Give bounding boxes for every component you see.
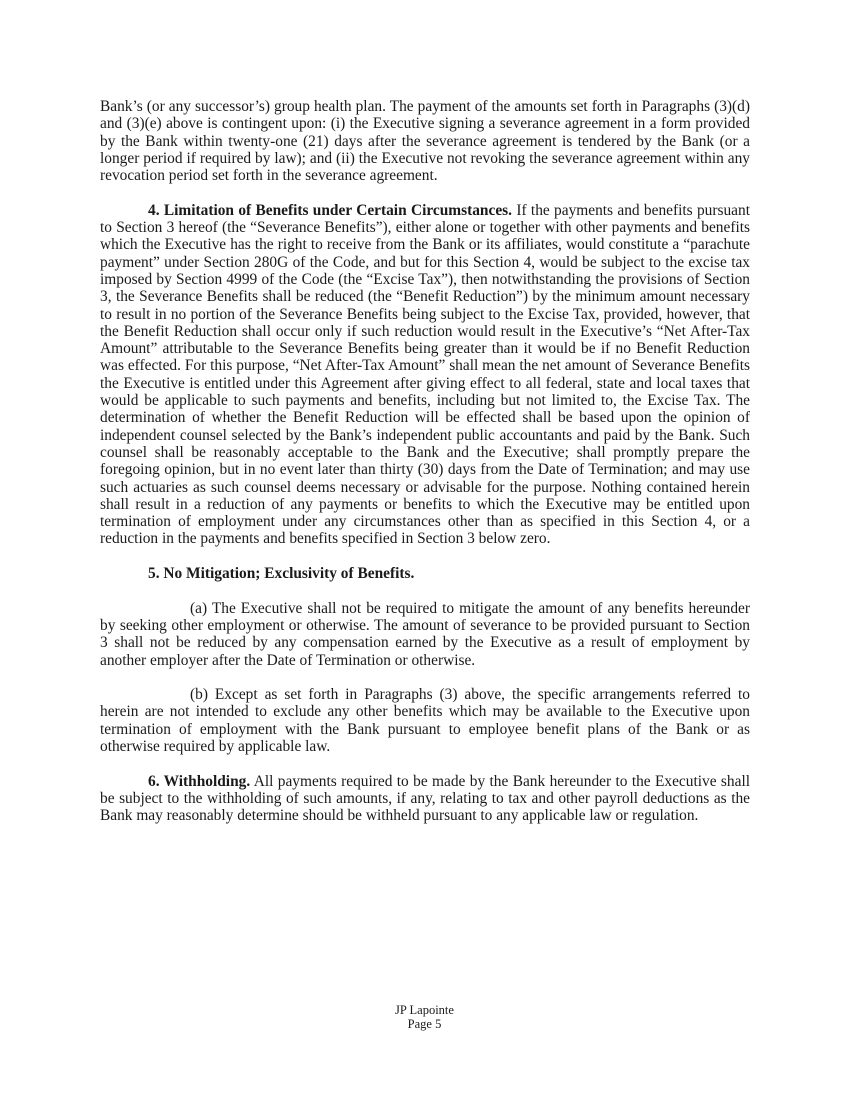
section-6-paragraph [100, 773, 750, 825]
section-5-paragraph [100, 565, 750, 582]
section-4-body: If the payments and benefits pursuant to Section 3 hereof (the “Severance Benefits”), either alone or together with other payments and benefits which the Executive has the right to receive from the Bank or its affiliates, would constitute a “parachute payment” under Section 280G of the Code, and but for this Section 4, would be subject to the excise tax imposed by Section 4999 of the Code (the “Excise Tax”), then notwithstanding the provisions of Section 3, the Severance Benefits shall be reduced (the “Benefit Reduction”) by the minimum amount necessary to result in no portion of the Severance Benefits being subject to the Excise Tax, provided, however, that the Benefit Reduction shall occur only if such reduction would result in the Executive’s “Net After-Tax Amount” attributable to the Severance Benefits being greater than it would be if no Benefit Reduction was effected. For this purpose, “Net After-Tax Amount” shall mean the net amount of Severance Benefits the Executive is entitled under this Agreement after giving effect to all federal, state and local taxes that would be applicable to such payments and benefits, including but not limited to, the Excise Tax. The determination of whether the Benefit Reduction will be effected shall be based upon the opinion of independent counsel selected by the Bank’s independent public accountants and paid by the Bank. Such counsel shall be reasonably acceptable to the Bank and the Executive; shall promptly prepare the foregoing opinion, but in no event later than thirty (30) days from the Date of Termination; and may use such actuaries as such counsel deems necessary or advisable for the purpose. Nothing contained herein shall result in a reduction of any payments or benefits to which the Executive may be entitled upon termination of employment under any circumstances other than as specified in this Section 4, or a reduction in the payments and benefits specified in Section 3 below zero. [100, 201, 750, 548]
section-4-heading: 4. Limitation of Benefits under Certain Circumstances. [148, 201, 512, 219]
section-5b-paragraph: (b) Except as set forth in Paragraphs (3) above, the specific arrangements referred to herein are not intended to exclude any other benefits which may be available to the Executive upon termination of employment with the Bank pursuant to employee benefit plans of the Bank or as otherwise required by applicable law. [100, 686, 750, 755]
section-6-body: All payments required to be made by the Bank hereunder to the Executive shall be subject to the withholding of such amounts, if any, relating to tax and other payroll deductions as the Bank may reasonably determine should be withheld pursuant to any applicable law or regulation. [100, 772, 750, 825]
document-body [100, 98, 750, 824]
section-6-heading: 6. Withholding. [148, 772, 251, 790]
page-number: Page 5 [407, 1017, 442, 1031]
page-footer [0, 1003, 849, 1031]
section-5a-paragraph: (a) The Executive shall not be required to mitigate the amount of any benefits hereunder by seeking other employment or otherwise. The amount of severance to be provided pursuant to Section 3 shall not be reduced by any compensation earned by the Executive as a result of employment by another employer after the Date of Termination or otherwise. [100, 599, 750, 669]
paragraph-continuation: Bank’s (or any successor’s) group health plan. The payment of the amounts set forth in Paragraphs (3)(d) and (3)(e) above is contingent upon: (i) the Executive signing a severance agreement in a form provided by the Bank within twenty-one (21) days after the severance agreement is tendered by the Bank (or a longer period if required by law); and (ii) the Executive not revoking the severance agreement within any revocation period set forth in the severance agreement. [100, 98, 750, 185]
footer-name: JP Lapointe [395, 1003, 454, 1017]
section-4-paragraph [100, 202, 750, 548]
section-5-heading: 5. No Mitigation; Exclusivity of Benefits. [148, 565, 415, 583]
